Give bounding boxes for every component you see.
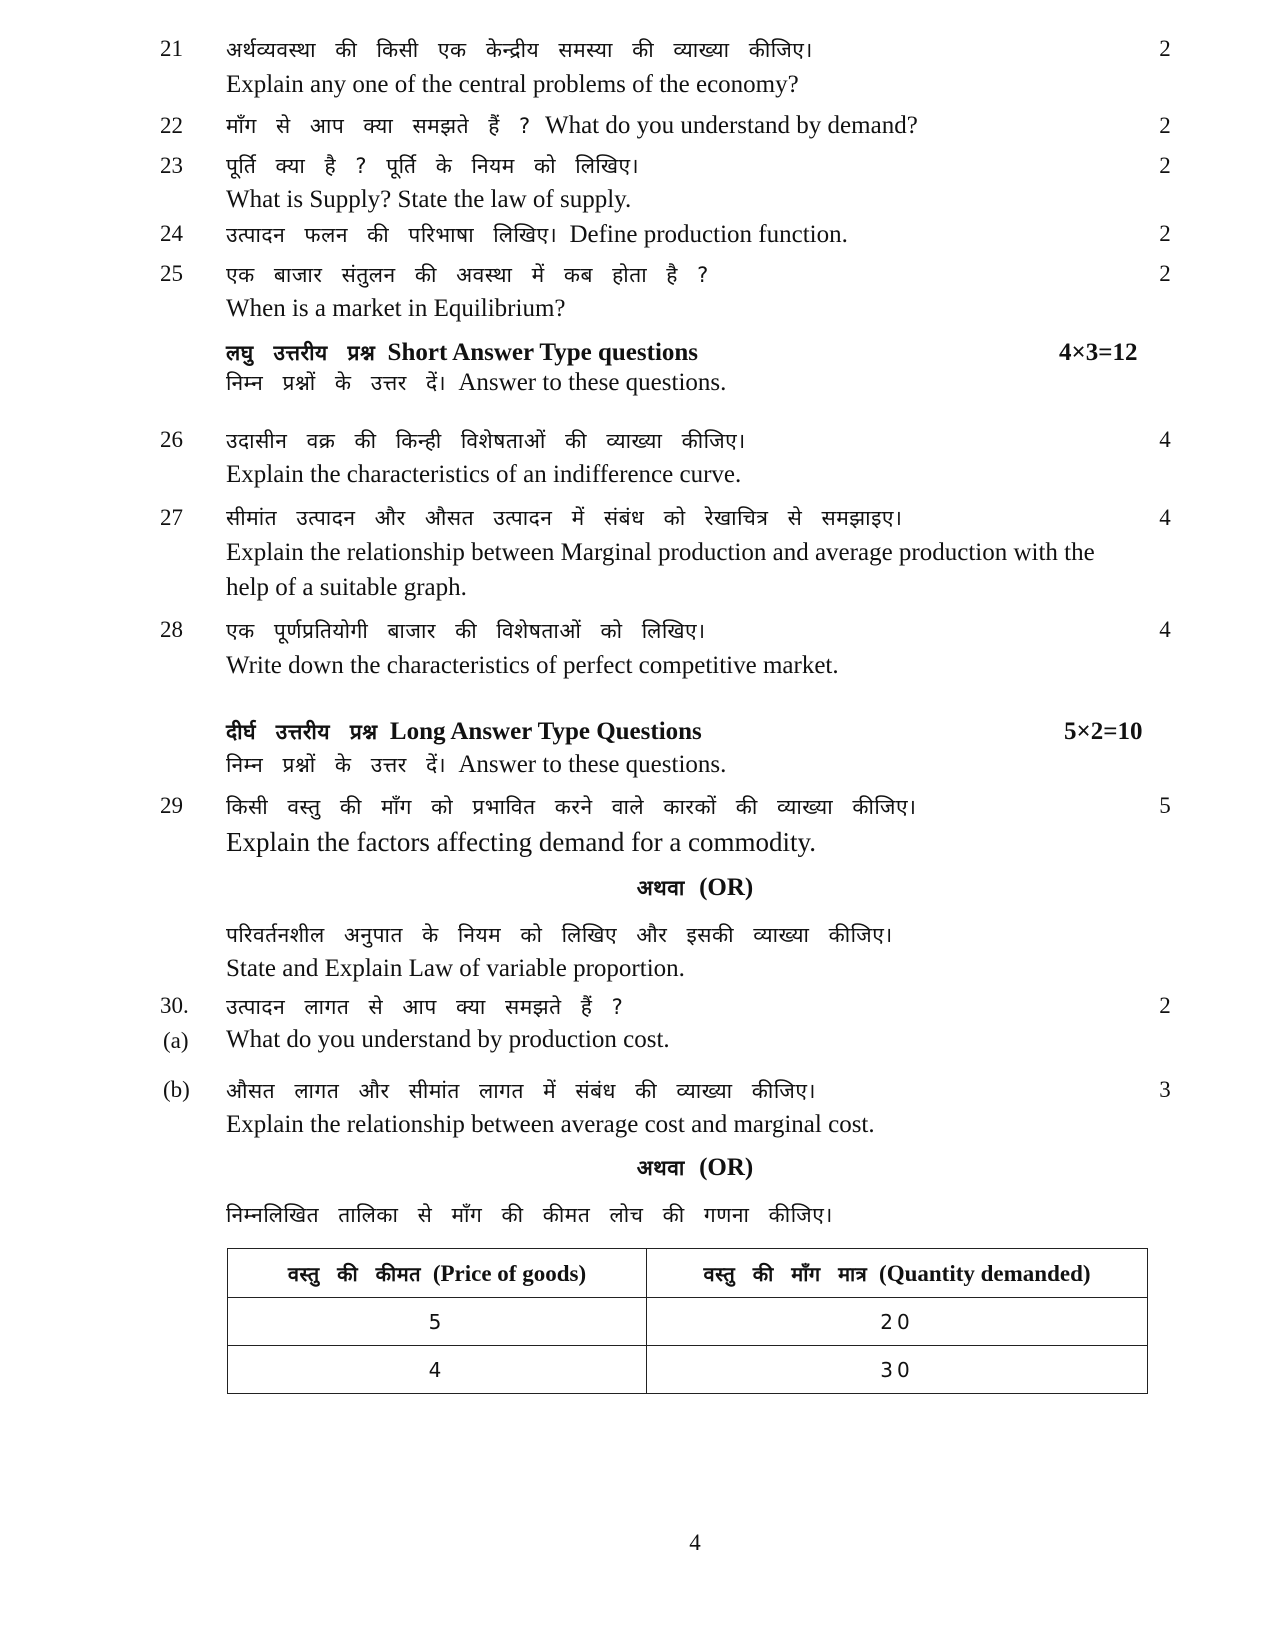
question-marks: 2 — [1159, 993, 1171, 1018]
question-text-hindi: उदासीन वक्र की किन्ही विशेषताओं की व्याख्या कीजिए। — [226, 429, 746, 453]
section-instruction-hindi: निम्न प्रश्नों के उत्तर दें। — [226, 753, 447, 777]
section-title — [226, 717, 702, 747]
question-text-english: Write down the characteristics of perfect competitive market. — [226, 652, 839, 679]
section-title — [226, 338, 698, 368]
column-header-price — [228, 1249, 647, 1298]
section-marks: 4×3=12 — [1059, 339, 1138, 366]
question-number: 26 — [160, 427, 183, 452]
question-text-hindi: औसत लागत और सीमांत लागत में संबंध की व्याख्या कीजिए। — [226, 1079, 816, 1103]
question-text-english-line-2: help of a suitable graph. — [226, 574, 467, 601]
table-cell-price: 5 — [228, 1298, 647, 1346]
question-text-hindi: उत्पादन फलन की परिभाषा लिखिए। — [226, 223, 558, 247]
question-marks: 2 — [1159, 113, 1171, 138]
or-english: (OR) — [699, 874, 754, 901]
table-cell-quantity: 20 — [647, 1298, 1148, 1346]
section-instruction-english: Answer to these questions. — [458, 369, 727, 396]
question-text-hindi: एक बाजार संतुलन की अवस्था में कब होता है ? — [226, 263, 709, 287]
question-text-english: Explain the factors affecting demand for a commodity. — [226, 827, 817, 857]
question-text — [226, 220, 848, 250]
table-header-row — [228, 1249, 1148, 1298]
section-title-english: Short Answer Type questions — [387, 339, 699, 366]
question-marks: 4 — [1159, 505, 1171, 530]
question-text-hindi: सीमांत उत्पादन और औसत उत्पादन में संबंध को रेखाचित्र से समझाइए। — [226, 506, 903, 530]
question-marks: 2 — [1159, 221, 1171, 246]
question-text-english: Explain the characteristics of an indifference curve. — [226, 461, 742, 488]
table-row — [228, 1298, 1148, 1346]
question-text-hindi: उत्पादन लागत से आप क्या समझते हैं ? — [226, 995, 624, 1019]
column-header-hindi: वस्तु की कीमत — [287, 1261, 422, 1286]
question-text-hindi: निम्नलिखित तालिका से माँग की कीमत लोच की गणना कीजिए। — [226, 1203, 833, 1227]
question-text-hindi: अर्थव्यवस्था की किसी एक केन्द्रीय समस्या की व्याख्या कीजिए। — [226, 38, 813, 62]
question-number: 24 — [160, 221, 183, 246]
question-text-hindi: किसी वस्तु की माँग को प्रभावित करने वाले कारकों की व्याख्या कीजिए। — [226, 795, 917, 819]
question-text-english: What is Supply? State the law of supply. — [226, 186, 632, 213]
question-text-hindi: माँग से आप क्या समझते हैं ? — [226, 114, 531, 138]
question-marks: 4 — [1159, 427, 1171, 452]
section-marks: 5×2=10 — [1064, 718, 1143, 745]
column-header-english: (Price of goods) — [432, 1260, 587, 1286]
column-header-hindi: वस्तु की माँग मात्र — [703, 1261, 868, 1286]
question-marks: 5 — [1159, 793, 1171, 818]
question-text-english: When is a market in Equilibrium? — [226, 295, 566, 322]
or-separator — [0, 874, 1275, 902]
question-number: 28 — [160, 617, 183, 642]
question-marks: 3 — [1159, 1077, 1171, 1102]
section-title-hindi: लघु उत्तरीय प्रश्न — [226, 341, 376, 365]
question-marks: 4 — [1159, 617, 1171, 642]
question-number: 22 — [160, 113, 183, 138]
section-instruction-hindi: निम्न प्रश्नों के उत्तर दें। — [226, 371, 447, 395]
question-number: 23 — [160, 153, 183, 178]
table-row — [228, 1346, 1148, 1394]
page-number: 4 — [689, 1530, 701, 1555]
question-number: 21 — [160, 36, 183, 61]
column-header-quantity — [647, 1249, 1148, 1298]
question-number: 27 — [160, 505, 183, 530]
question-text-english: What do you understand by demand? — [544, 112, 918, 139]
section-title-english: Long Answer Type Questions — [389, 718, 702, 745]
question-text-hindi: एक पूर्णप्रतियोगी बाजार की विशेषताओं को लिखिए। — [226, 619, 706, 643]
question-number: 30. — [160, 993, 189, 1018]
question-number: 29 — [160, 793, 183, 818]
or-hindi: अथवा — [636, 876, 685, 900]
table-cell-price: 4 — [228, 1346, 647, 1394]
question-subpart: (a) — [163, 1028, 189, 1053]
question-text-hindi: पूर्ति क्या है ? पूर्ति के नियम को लिखिए। — [226, 154, 640, 178]
question-number: 25 — [160, 261, 183, 286]
question-text-english-line-1: Explain the relationship between Marginal production and average production with the — [226, 539, 1095, 566]
section-instruction — [226, 368, 726, 398]
column-header-english: (Quantity demanded) — [879, 1260, 1091, 1286]
question-marks: 2 — [1159, 153, 1171, 178]
question-text-english: State and Explain Law of variable proportion. — [226, 955, 685, 982]
or-english: (OR) — [699, 1154, 754, 1181]
section-title-hindi: दीर्घ उत्तरीय प्रश्न — [226, 720, 378, 744]
question-subpart: (b) — [163, 1077, 190, 1102]
question-marks: 2 — [1159, 36, 1171, 61]
section-instruction-english: Answer to these questions. — [458, 751, 727, 778]
section-instruction — [226, 750, 726, 780]
question-text-hindi: परिवर्तनशील अनुपात के नियम को लिखिए और इसकी व्याख्या कीजिए। — [226, 923, 893, 947]
question-marks: 2 — [1159, 261, 1171, 286]
question-text-english: Explain any one of the central problems of the economy? — [226, 71, 799, 98]
question-text — [226, 111, 918, 141]
demand-table — [227, 1248, 1148, 1394]
question-text-english: Explain the relationship between average cost and marginal cost. — [226, 1111, 875, 1138]
or-hindi: अथवा — [636, 1156, 685, 1180]
or-separator — [0, 1154, 1275, 1182]
question-text-english: Define production function. — [569, 221, 848, 248]
table-cell-quantity: 30 — [647, 1346, 1148, 1394]
question-text-english: What do you understand by production cost. — [226, 1026, 670, 1053]
